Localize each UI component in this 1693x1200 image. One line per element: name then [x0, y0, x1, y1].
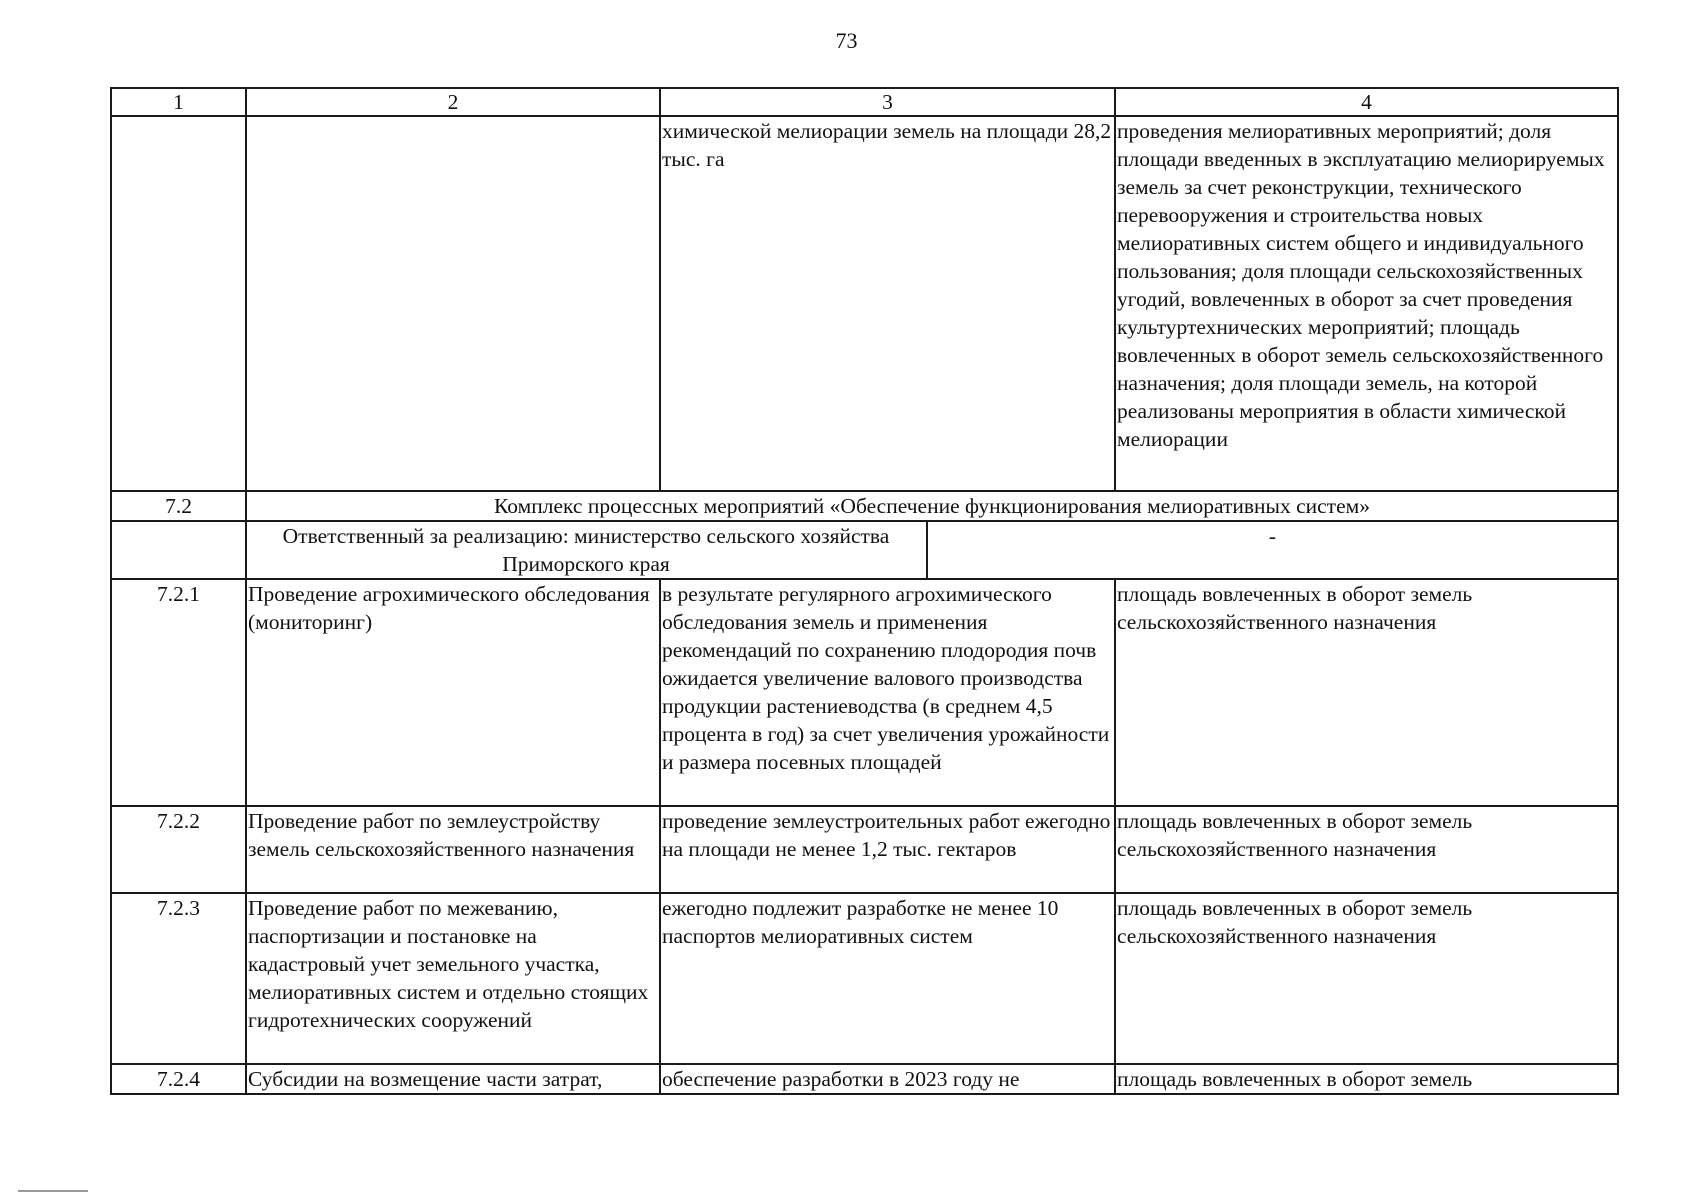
- page-number: 73: [835, 28, 858, 53]
- continuation-row: [111, 116, 1618, 491]
- table-row: [111, 806, 1618, 893]
- row-measure-name: Проведение агрохимического обследования (мониторинг): [246, 579, 660, 806]
- cell-empty: [111, 521, 246, 579]
- row-indicator: площадь вовлеченных в оборот земель сельскохозяйственного назначения: [1115, 806, 1618, 893]
- cell-number: [111, 116, 246, 491]
- row-number: 7.2.4: [111, 1064, 246, 1094]
- row-expected-result: обеспечение разработки в 2023 году не: [660, 1064, 1115, 1094]
- row-measure-name: Проведение работ по землеустройству земель сельскохозяйственного назначения: [246, 806, 660, 893]
- header-col-4: 4: [1115, 88, 1618, 116]
- row-measure-name: Субсидии на возмещение части затрат,: [246, 1064, 660, 1094]
- section-title: Комплекс процессных мероприятий «Обеспечение функционирования мелиоративных систем»: [246, 491, 1618, 521]
- row-expected-result: в результате регулярного агрохимического обследования земель и применения рекомендаций по сохранению плодородия почв ожидается увеличение валового производства продукции растениеводства (в среднем 4,5 процента в год) за счет увеличения урожайности и размера посевных площадей: [660, 579, 1115, 806]
- responsible-value: -: [1268, 524, 1277, 548]
- table-header-row: [111, 88, 1618, 116]
- cell-indicators: проведения мелиоративных мероприятий; доля площади введенных в эксплуатацию мелиорируемых земель за счет реконструкции, технического перевооружения и строительства новых мелиоративных систем общего и индивидуального пользования; доля площади сельскохозяйственных угодий, вовлеченных в оборот за счет проведения культуртехнических мероприятий; площадь вовлеченных в оборот земель сельскохозяйственного назначения; доля площади земель, на которой реализованы мероприятия в области химической мелиорации: [1115, 116, 1618, 491]
- header-col-2: 2: [246, 88, 660, 116]
- table-row: [111, 893, 1618, 1064]
- row-expected-result: проведение землеустроительных работ ежегодно на площади не менее 1,2 тыс. гектаров: [660, 806, 1115, 893]
- row-expected-result: ежегодно подлежит разработке не менее 10 паспортов мелиоративных систем: [660, 893, 1115, 1064]
- row-indicator: площадь вовлеченных в оборот земель сельскохозяйственного назначения: [1115, 579, 1618, 806]
- cell-measure-name: [246, 116, 660, 491]
- row-measure-name: Проведение работ по межеванию, паспортизации и постановке на кадастровый учет земельного участка, мелиоративных систем и отдельно стоящих гидротехнических сооружений: [246, 893, 660, 1064]
- measures-table: [110, 87, 1619, 1095]
- row-number: 7.2.3: [111, 893, 246, 1064]
- responsible-cell: [246, 521, 1618, 579]
- row-number: 7.2.1: [111, 579, 246, 806]
- table-row: [111, 1064, 1618, 1094]
- section-row: [111, 491, 1618, 521]
- row-number: 7.2.2: [111, 806, 246, 893]
- scan-artifact: [18, 1190, 88, 1192]
- responsible-row: [111, 521, 1618, 579]
- cell-expected-result: химической мелиорации земель на площади 28,2 тыс. га: [660, 116, 1115, 491]
- responsible-label: Ответственный за реализацию: министерство сельского хозяйства Приморского края: [246, 522, 928, 578]
- row-indicator: площадь вовлеченных в оборот земель: [1115, 1064, 1618, 1094]
- table-row: [111, 579, 1618, 806]
- header-col-3: 3: [660, 88, 1115, 116]
- section-number: 7.2: [111, 491, 246, 521]
- header-col-1: 1: [111, 88, 246, 116]
- row-indicator: площадь вовлеченных в оборот земель сельскохозяйственного назначения: [1115, 893, 1618, 1064]
